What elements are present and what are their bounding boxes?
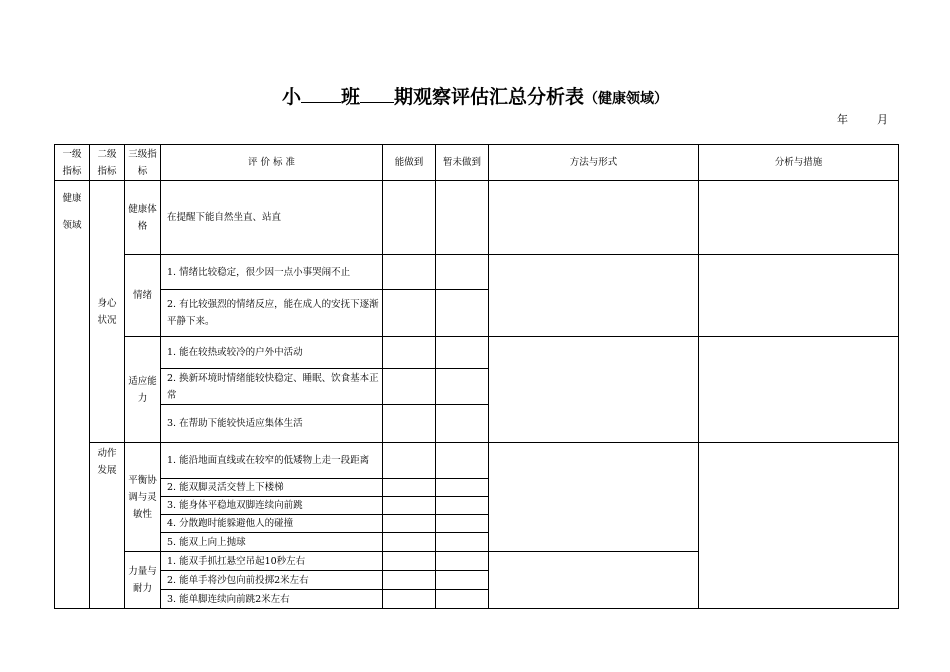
header-level2: 二级指标 (90, 145, 125, 181)
level2-cell: 身心状况 (90, 181, 125, 443)
can-do-cell[interactable] (383, 369, 436, 405)
assessment-table (54, 144, 899, 609)
not-yet-cell[interactable] (436, 443, 489, 479)
date-line (837, 111, 888, 127)
criterion-cell: 1. 情绪比较稳定，很少因一点小事哭闹不止 (161, 255, 383, 290)
can-do-cell[interactable] (383, 290, 436, 337)
not-yet-cell[interactable] (436, 533, 489, 552)
level3-cell: 适应能力 (125, 337, 161, 443)
level1-cell: 健康领域 (55, 181, 90, 609)
header-level1: 一级指标 (55, 145, 90, 181)
can-do-cell[interactable] (383, 337, 436, 369)
can-do-cell[interactable] (383, 571, 436, 590)
analysis-cell[interactable] (699, 255, 899, 337)
criterion-cell: 3. 能身体平稳地双脚连续向前跳 (161, 497, 383, 515)
not-yet-cell[interactable] (436, 479, 489, 497)
header-not-yet: 暂未做到 (436, 145, 489, 181)
not-yet-cell[interactable] (436, 590, 489, 609)
level3-cell: 情绪 (125, 255, 161, 337)
criterion-cell: 4. 分散跑时能躲避他人的碰撞 (161, 515, 383, 533)
level2-cell: 动作发展 (90, 443, 125, 609)
level3-cell: 平衡协调与灵敏性 (125, 443, 161, 552)
can-do-cell[interactable] (383, 181, 436, 255)
month-label: 月 (877, 113, 888, 126)
method-cell[interactable] (489, 181, 699, 255)
method-cell[interactable] (489, 337, 699, 443)
method-cell[interactable] (489, 255, 699, 337)
can-do-cell[interactable] (383, 590, 436, 609)
not-yet-cell[interactable] (436, 497, 489, 515)
criterion-cell: 在提醒下能自然坐直、站直 (161, 181, 383, 255)
criterion-cell: 2. 能双脚灵活交替上下楼梯 (161, 479, 383, 497)
analysis-cell[interactable] (699, 337, 899, 443)
criterion-cell: 2. 能单手将沙包向前投掷2米左右 (161, 571, 383, 590)
header-row (55, 145, 899, 181)
can-do-cell[interactable] (383, 405, 436, 443)
criterion-cell: 2. 有比较强烈的情绪反应，能在成人的安抚下逐渐平静下来。 (161, 290, 383, 337)
can-do-cell[interactable] (383, 479, 436, 497)
page-subtitle: （健康领域） (584, 91, 669, 107)
term-blank (360, 84, 394, 103)
table-row (55, 255, 899, 290)
criterion-cell: 3. 在帮助下能较快适应集体生活 (161, 405, 383, 443)
class-blank (301, 84, 341, 103)
not-yet-cell[interactable] (436, 181, 489, 255)
criterion-cell: 1. 能双手抓扛悬空吊起10秒左右 (161, 552, 383, 571)
method-cell[interactable] (489, 552, 699, 609)
header-can-do: 能做到 (383, 145, 436, 181)
analysis-cell[interactable] (699, 443, 899, 609)
table-row (55, 181, 899, 255)
can-do-cell[interactable] (383, 255, 436, 290)
can-do-cell[interactable] (383, 533, 436, 552)
can-do-cell[interactable] (383, 552, 436, 571)
criterion-cell: 1. 能在较热或较冷的户外中活动 (161, 337, 383, 369)
not-yet-cell[interactable] (436, 337, 489, 369)
header-analysis: 分析与措施 (699, 145, 899, 181)
method-cell[interactable] (489, 443, 699, 552)
criterion-cell: 5. 能双上向上抛球 (161, 533, 383, 552)
not-yet-cell[interactable] (436, 290, 489, 337)
criterion-cell: 2. 换新环境时情绪能较快稳定、睡眠、饮食基本正常 (161, 369, 383, 405)
table-row (55, 443, 899, 479)
can-do-cell[interactable] (383, 443, 436, 479)
not-yet-cell[interactable] (436, 369, 489, 405)
criterion-cell: 1. 能沿地面直线或在较窄的低矮物上走一段距离 (161, 443, 383, 479)
level3-cell: 健康体格 (125, 181, 161, 255)
not-yet-cell[interactable] (436, 571, 489, 590)
header-criteria: 评 价 标 准 (161, 145, 383, 181)
header-level3: 三级指标 (125, 145, 161, 181)
level3-cell: 力量与耐力 (125, 552, 161, 609)
table-row (55, 337, 899, 369)
not-yet-cell[interactable] (436, 405, 489, 443)
not-yet-cell[interactable] (436, 552, 489, 571)
page-title: 小 班 期观察评估汇总分析表（健康领域） (281, 86, 669, 108)
header-method: 方法与形式 (489, 145, 699, 181)
not-yet-cell[interactable] (436, 515, 489, 533)
can-do-cell[interactable] (383, 515, 436, 533)
year-label: 年 (837, 113, 848, 126)
can-do-cell[interactable] (383, 497, 436, 515)
analysis-cell[interactable] (699, 181, 899, 255)
not-yet-cell[interactable] (436, 255, 489, 290)
criterion-cell: 3. 能单脚连续向前跳2米左右 (161, 590, 383, 609)
